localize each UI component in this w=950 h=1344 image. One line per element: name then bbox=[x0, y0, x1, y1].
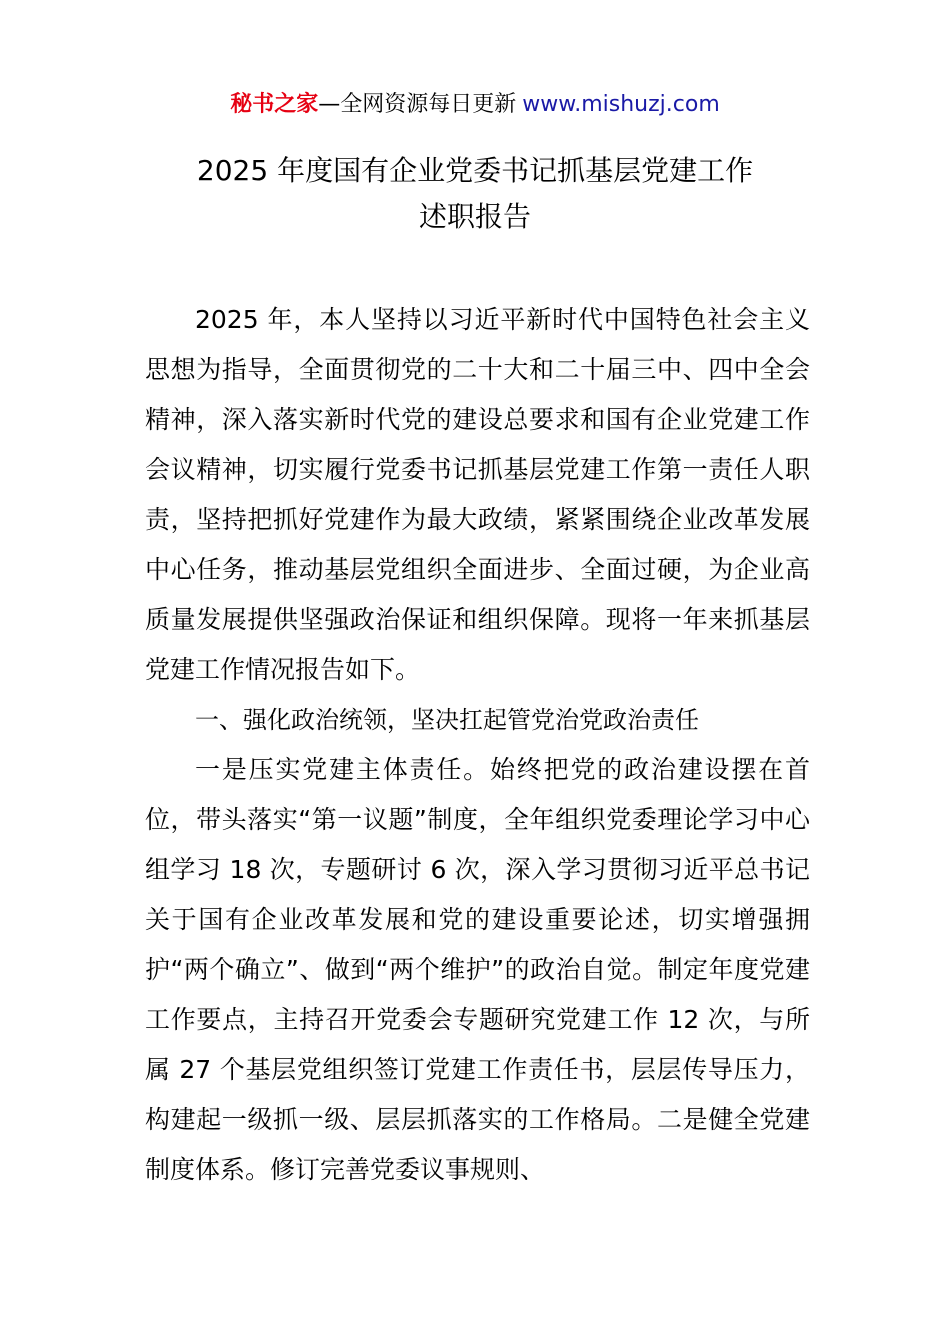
document-title bbox=[0, 148, 950, 240]
title-line-1: 2025 年度国有企业党委书记抓基层党建工作 bbox=[196, 154, 754, 187]
site-header bbox=[0, 88, 950, 122]
paragraph-section-1: 一是压实党建主体责任。始终把党的政治建设摆在首位，带头落实“第一议题”制度，全年组织党委理论学习中心组学习 18 次，专题研讨 6 次，深入学习贯彻习近平总书记关于国有企业改革发展和党的建设重要论述，切实增强拥护“两个确立”、做到“两个维护”的政治自觉。制定年度党建工作要点，主持召开党委会专题研究党建工作 12 次，与所属 27 个基层党组织签订党建工作责任书，层层传导压力，构建起一级抓一级、层层抓落实的工作格局。二是健全党建制度体系。修订完善党委议事规则、 bbox=[145, 755, 810, 1184]
paragraph-intro: 2025 年，本人坚持以习近平新时代中国特色社会主义思想为指导，全面贯彻党的二十大和二十届三中、四中全会精神，深入落实新时代党的建设总要求和国有企业党建工作会议精神，切实履行党委书记抓基层党建工作第一责任人职责，坚持把抓好党建作为最大政绩，紧紧围绕企业改革发展中心任务，推动基层党组织全面进步、全面过硬，为企业高质量发展提供坚强政治保证和组织保障。现将一年来抓基层党建工作情况报告如下。 bbox=[145, 305, 810, 684]
header-tagline: —全网资源每日更新 bbox=[318, 92, 517, 117]
title-line-2: 述职报告 bbox=[418, 200, 531, 233]
site-url-link[interactable]: www.mishuzj.com bbox=[522, 92, 720, 117]
document-body bbox=[145, 295, 810, 1195]
brand-name: 秘书之家 bbox=[230, 92, 319, 117]
section-heading-1: 一、强化政治统领，坚决扛起管党治党政治责任 bbox=[195, 706, 699, 734]
